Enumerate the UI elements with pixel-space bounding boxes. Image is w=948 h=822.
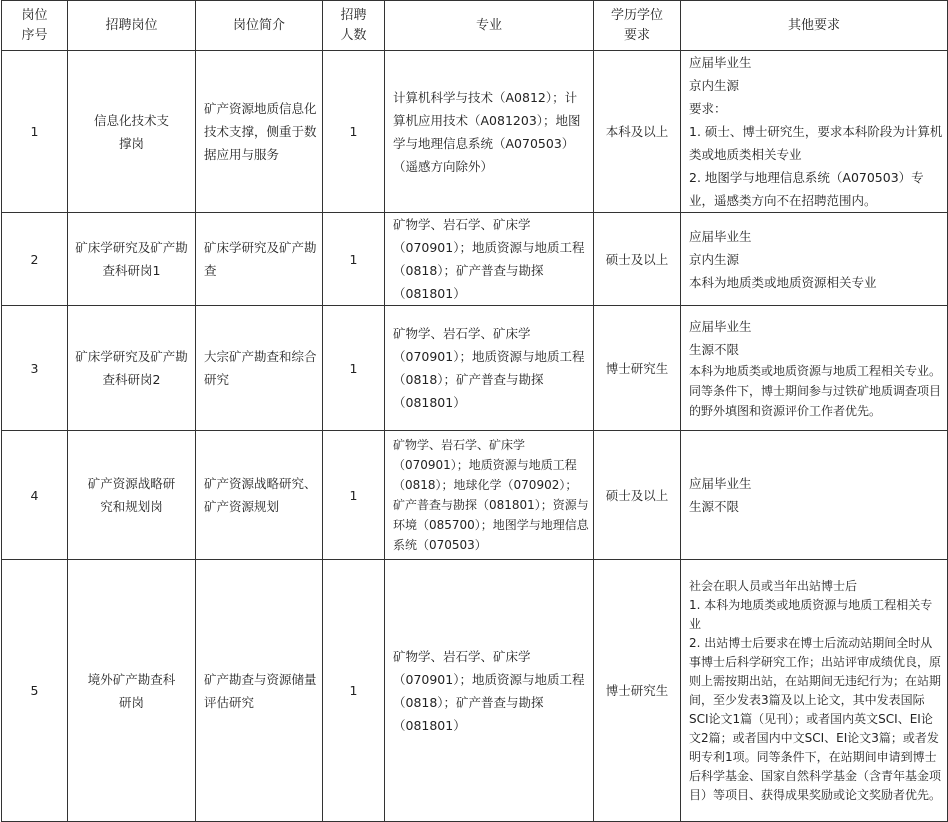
other-line: 应届毕业生 (689, 228, 752, 244)
other-line: 生源不限 (689, 499, 740, 514)
cell-post: 信息化技术支撑岗 (68, 51, 196, 213)
other-line: 要求： (689, 101, 727, 116)
header-other: 其他要求 (681, 1, 948, 51)
cell-seq: 4 (2, 431, 68, 560)
header-intro: 岗位简介 (196, 1, 323, 51)
other-line: 京内生源 (689, 78, 740, 93)
cell-other (681, 51, 948, 213)
cell-major: 矿物学、岩石学、矿床学（070901）；地质资源与地质工程（0818）；地球化学（070902）；矿产普查与勘探（081801）；资源与环境（085700）；地图学与地理信息系统（070503） (385, 431, 594, 560)
other-line: 生源不限 (689, 342, 740, 357)
cell-degree: 硕士及以上 (594, 213, 681, 306)
cell-intro: 矿产勘查与资源储量评估研究 (196, 560, 323, 822)
table-row (2, 306, 948, 431)
header-count: 招聘人数 (323, 1, 385, 51)
other-line: 1. 本科为地质类或地质资源与地质工程相关专业 (689, 597, 933, 631)
cell-other (681, 306, 948, 431)
recruitment-table (1, 0, 948, 822)
header-degree: 学历学位要求 (594, 1, 681, 51)
header-major: 专业 (385, 1, 594, 51)
cell-degree: 硕士及以上 (594, 431, 681, 560)
cell-intro: 矿床学研究及矿产勘查 (196, 213, 323, 306)
table-row (2, 431, 948, 560)
cell-count: 1 (323, 560, 385, 822)
cell-intro: 矿产资源地质信息化技术支撑，侧重于数据应用与服务 (196, 51, 323, 213)
table-row (2, 560, 948, 822)
header-seq: 岗位序号 (2, 1, 68, 51)
other-line: 京内生源 (689, 251, 740, 267)
cell-intro: 大宗矿产勘查和综合研究 (196, 306, 323, 431)
table-row (2, 51, 948, 213)
header-post: 招聘岗位 (68, 1, 196, 51)
cell-degree: 本科及以上 (594, 51, 681, 213)
other-line: 应届毕业生 (689, 319, 752, 334)
other-line: 社会在职人员或当年出站博士后 (689, 578, 858, 593)
table-row (2, 213, 948, 306)
cell-major: 矿物学、岩石学、矿床学（070901）；地质资源与地质工程（0818）；矿产普查与勘探（081801） (385, 213, 594, 306)
header-row (2, 1, 948, 51)
other-line: 应届毕业生 (689, 476, 752, 491)
cell-count: 1 (323, 213, 385, 306)
other-line: 2. 出站博士后要求在博士后流动站期间全时从事博士后科学研究工作；出站评审成绩优良，原则上需按期出站，在站期间无违纪行为；在站期间，至少发表3篇及以上论文，其中发表国际SCI论文1篇（见刊）；或者国内英文SCI、EI论文2篇；或者国内中文SCI、EI论文3篇；或者发明专利1项。同等条件下，在站期间申请到博士后科学基金、国家自然科学基金（含青年基金项目）等项目、获得成果奖励或论文奖励者优先。 (689, 635, 942, 802)
other-line: 本科为地质类或地质资源相关专业 (689, 274, 877, 290)
cell-seq: 5 (2, 560, 68, 822)
other-line: 1. 硕士、博士研究生，要求本科阶段为计算机类或地质类相关专业 (689, 124, 943, 162)
cell-other (681, 213, 948, 306)
cell-major: 矿物学、岩石学、矿床学（070901）；地质资源与地质工程（0818）；矿产普查与勘探（081801） (385, 560, 594, 822)
cell-seq: 2 (2, 213, 68, 306)
cell-count: 1 (323, 306, 385, 431)
other-line: 2. 地图学与地理信息系统（A070503）专业，遥感类方向不在招聘范围内。 (689, 170, 924, 208)
cell-major: 计算机科学与技术（A0812）；计算机应用技术（A081203）；地图学与地理信息系统（A070503）（遥感方向除外） (385, 51, 594, 213)
cell-seq: 1 (2, 51, 68, 213)
cell-other (681, 431, 948, 560)
other-line: 应届毕业生 (689, 55, 752, 70)
cell-post: 矿产资源战略研究和规划岗 (68, 431, 196, 560)
cell-intro: 矿产资源战略研究、矿产资源规划 (196, 431, 323, 560)
cell-post: 矿床学研究及矿产勘查科研岗1 (68, 213, 196, 306)
cell-seq: 3 (2, 306, 68, 431)
cell-degree: 博士研究生 (594, 560, 681, 822)
cell-count: 1 (323, 51, 385, 213)
cell-other (681, 560, 948, 822)
cell-major: 矿物学、岩石学、矿床学（070901）；地质资源与地质工程（0818）；矿产普查与勘探（081801） (385, 306, 594, 431)
cell-degree: 博士研究生 (594, 306, 681, 431)
cell-post: 境外矿产勘查科研岗 (68, 560, 196, 822)
cell-count: 1 (323, 431, 385, 560)
other-line: 本科为地质类或地质资源与地质工程相关专业。同等条件下，博士期间参与过铁矿地质调查项目的野外填图和资源评价工作者优先。 (689, 364, 942, 418)
cell-post: 矿床学研究及矿产勘查科研岗2 (68, 306, 196, 431)
